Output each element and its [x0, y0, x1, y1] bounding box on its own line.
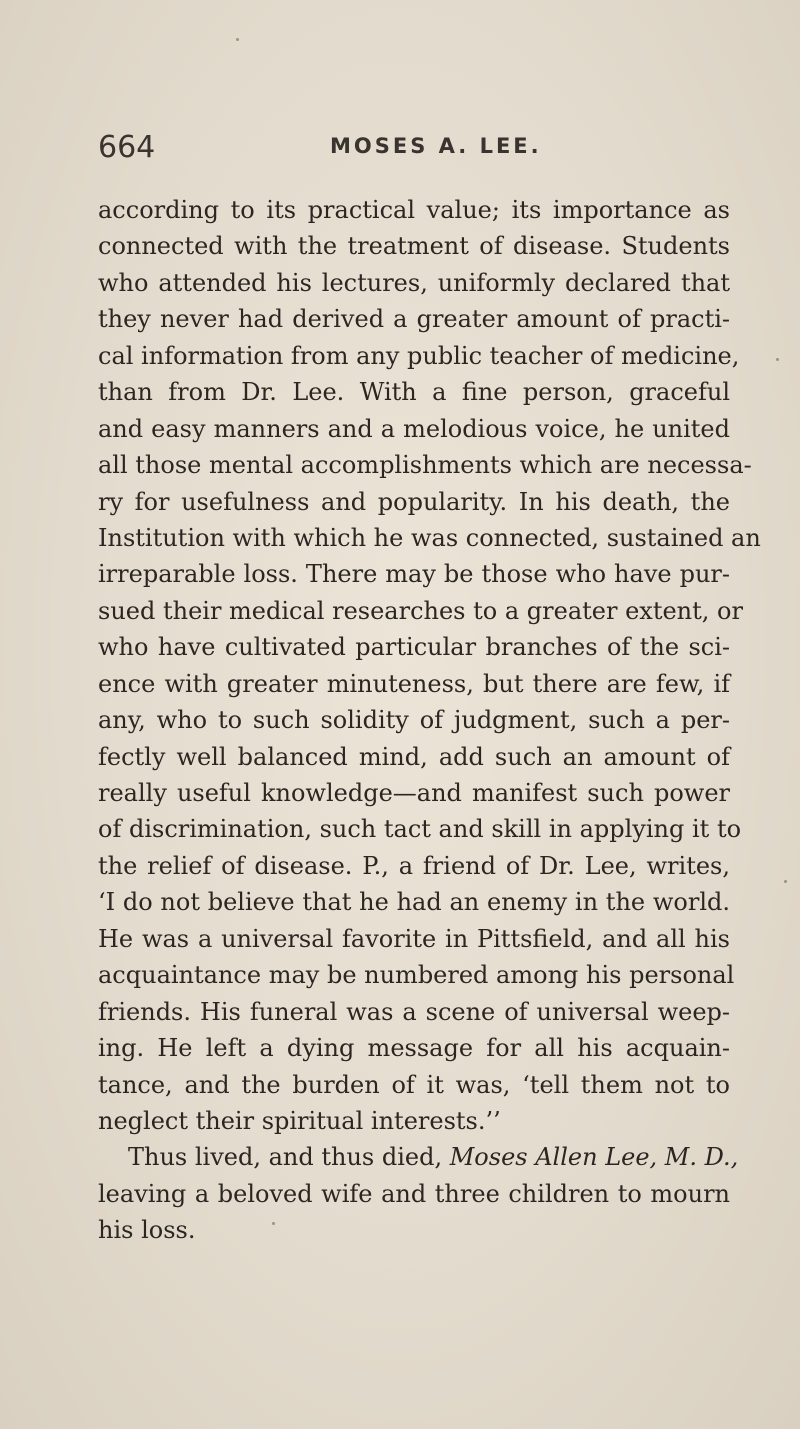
text-line: cal information from any public teacher of medicine, [98, 341, 740, 370]
text-line: than from Dr. Lee. With a fine person, graceful [98, 378, 730, 407]
text-line: his loss. [98, 1216, 196, 1245]
text-line: leaving a beloved wife and three children to mourn [98, 1179, 730, 1208]
body-text [98, 192, 761, 1249]
page-header [98, 130, 738, 170]
text-line: He was a universal favorite in Pittsfield, and all his [98, 924, 730, 953]
text-line: ‘I do not believe that he had an enemy in the world. [98, 888, 730, 917]
paper-speck [784, 880, 787, 883]
text-line: according to its practical value; its importance as [98, 196, 730, 224]
running-head: MOSES A. LEE. [330, 134, 542, 158]
text-line: and easy manners and a melodious voice, he united [98, 414, 730, 443]
text-line [98, 1139, 739, 1175]
text-line: they never had derived a greater amount of practi- [98, 305, 730, 334]
text-line: sued their medical researches to a greater extent, or [98, 596, 743, 625]
text-line: really useful knowledge—and manifest such power [98, 779, 730, 807]
paper-speck [776, 358, 779, 361]
text-line: all those mental accomplishments which are necessa- [98, 451, 752, 480]
paragraph-1 [98, 192, 761, 1139]
text-line: who have cultivated particular branches of the sci- [98, 633, 730, 662]
text-line: of discrimination, such tact and skill in applying it to [98, 815, 742, 844]
text-line: Institution with which he was connected, sustained an [98, 523, 761, 552]
paragraph-2 [98, 1139, 739, 1248]
person-name: Moses Allen Lee, M. D., [449, 1143, 739, 1172]
page-number: 664 [98, 130, 156, 165]
text-run: Thus lived, and thus died, [128, 1143, 450, 1172]
text-line: tance, and the burden of it was, ‘tell them not to [98, 1070, 730, 1099]
text-line: fectly well balanced mind, add such an amount of [98, 742, 730, 771]
text-line: the relief of disease. P., a friend of Dr. Lee, writes, [98, 851, 730, 880]
text-line: friends. His funeral was a scene of universal weep- [98, 997, 730, 1026]
text-line: ence with greater minuteness, but there are few, if [98, 669, 730, 698]
text-line: who attended his lectures, uniformly declared that [98, 268, 730, 297]
text-line: irreparable loss. There may be those who have pur- [98, 560, 730, 589]
text-line: connected with the treatment of disease. Students [98, 232, 730, 261]
text-line: ing. He left a dying message for all his acquain- [98, 1034, 730, 1063]
text-line: acquaintance may be numbered among his personal [98, 961, 735, 990]
paper-speck [236, 38, 239, 41]
text-line: neglect their spiritual interests.’’ [98, 1106, 501, 1135]
text-line: ry for usefulness and popularity. In his death, the [98, 487, 730, 516]
text-line: any, who to such solidity of judgment, such a per- [98, 706, 730, 735]
paper-speck [272, 1222, 275, 1225]
